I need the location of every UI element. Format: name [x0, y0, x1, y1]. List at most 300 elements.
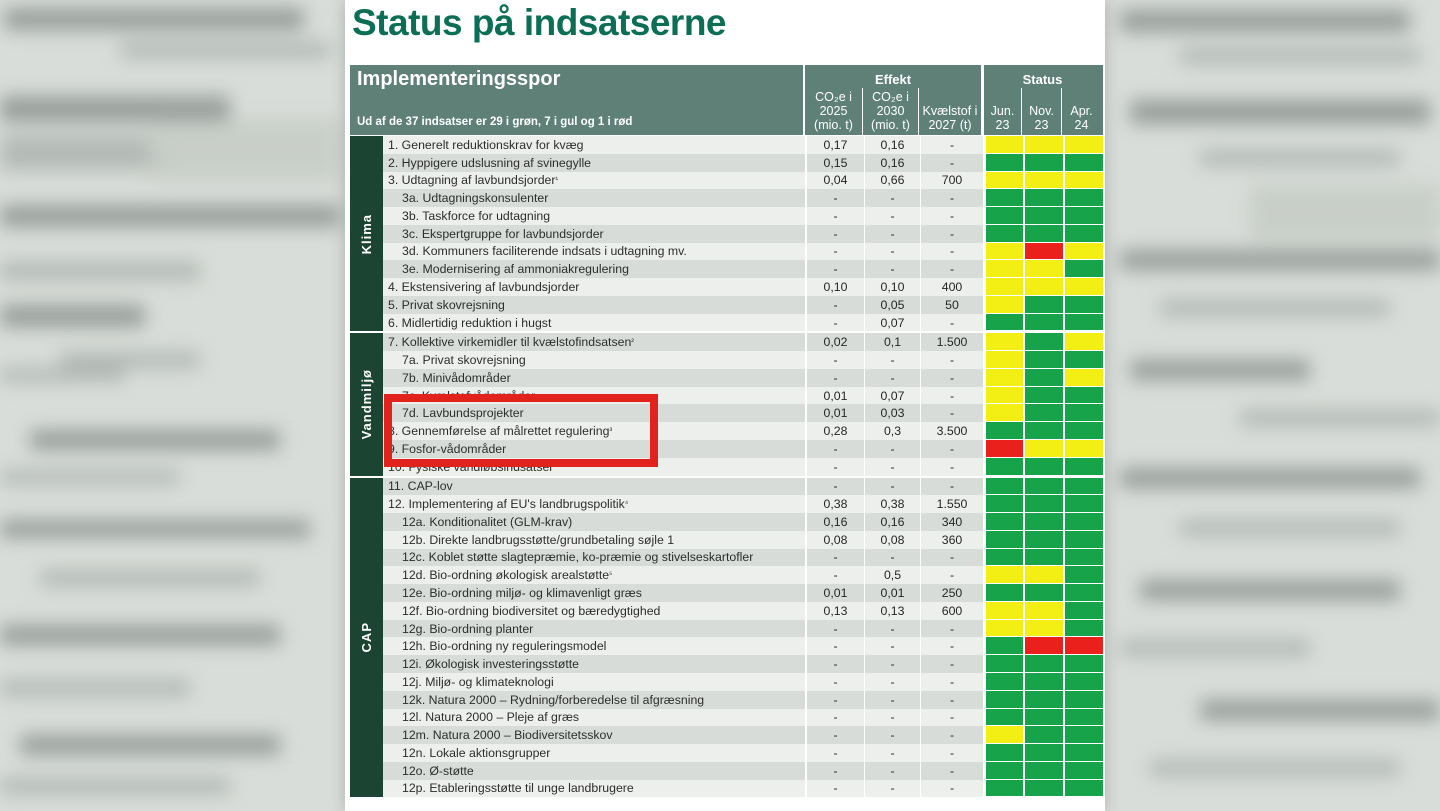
row-label: 12c. Koblet støtte slagtepræmie, ko-præmie og stivelseskartofler — [383, 549, 807, 567]
status-cell-apr-24 — [1063, 136, 1103, 154]
status-cell-nov-23 — [1023, 225, 1063, 243]
table-row — [383, 314, 1103, 332]
status-cell-nov-23 — [1023, 369, 1063, 387]
status-cell-nov-23 — [1023, 637, 1063, 655]
effect-value: - — [833, 297, 838, 312]
status-cell-jun-23 — [983, 584, 1023, 602]
status-cell-jun-23 — [983, 172, 1023, 190]
effect-value: 360 — [920, 531, 983, 549]
effect-value: - — [920, 351, 983, 369]
effect-value: 0,16 — [864, 136, 920, 154]
effect-value: - — [920, 136, 983, 154]
status-cell-apr-24 — [1063, 602, 1103, 620]
status-cell-nov-23 — [1023, 314, 1063, 332]
status-cell-apr-24 — [1063, 422, 1103, 440]
effect-value: 0,04 — [823, 173, 848, 188]
effect-value: 340 — [920, 513, 983, 531]
table-header — [350, 65, 1103, 135]
status-cell-nov-23 — [1023, 422, 1063, 440]
effect-value: - — [920, 762, 983, 780]
table-row — [383, 333, 1103, 351]
status-cell-apr-24 — [1063, 440, 1103, 458]
effect-value: - — [833, 226, 838, 241]
effect-value: 0,10 — [823, 280, 848, 294]
status-cell-jun-23 — [983, 458, 1023, 476]
row-label: 12h. Bio-ordning ny reguleringsmodel — [383, 637, 807, 655]
table-row — [383, 225, 1103, 243]
effect-value: 0,07 — [864, 314, 920, 332]
row-label: 12f. Bio-ordning biodiversitet og bæredygtighed — [383, 602, 807, 620]
status-cell-jun-23 — [983, 744, 1023, 762]
status-cell-jun-23 — [983, 637, 1023, 655]
effect-value: - — [864, 620, 920, 638]
status-cell-jun-23 — [983, 495, 1023, 513]
status-cell-apr-24 — [1063, 404, 1103, 422]
status-cell-jun-23 — [983, 440, 1023, 458]
effect-value: - — [864, 655, 920, 673]
effect-value: - — [833, 639, 838, 654]
table-row — [383, 744, 1103, 762]
status-cell-apr-24 — [1063, 296, 1103, 314]
status-cell-nov-23 — [1023, 762, 1063, 780]
status-cell-nov-23 — [1023, 673, 1063, 691]
table-row — [383, 620, 1103, 638]
status-cell-nov-23 — [1023, 566, 1063, 584]
effect-value: 0,01 — [823, 586, 848, 601]
effect-value: 0,16 — [823, 514, 848, 529]
status-cell-nov-23 — [1023, 513, 1063, 531]
effect-value: - — [864, 744, 920, 762]
table-row — [383, 780, 1103, 798]
effect-value: - — [833, 459, 838, 474]
row-label: 4. Ekstensivering af lavbundsjorder — [383, 278, 807, 296]
column-header-co2e-2030: CO₂e i 2030 (mio. t) — [862, 88, 918, 135]
header-status-group: Status — [981, 65, 1101, 88]
status-cell-nov-23 — [1023, 260, 1063, 278]
column-header-apr-24: Apr. 24 — [1061, 88, 1101, 135]
row-label: 12p. Etableringsstøtte til unge landbrugere — [383, 780, 807, 798]
effect-value: 1.500 — [920, 333, 983, 351]
status-cell-nov-23 — [1023, 243, 1063, 261]
status-cell-nov-23 — [1023, 691, 1063, 709]
row-label: 11. CAP-lov — [383, 478, 807, 496]
effect-value: - — [833, 191, 838, 206]
effect-value: - — [833, 674, 838, 689]
status-cell-apr-24 — [1063, 333, 1103, 351]
table-row — [383, 602, 1103, 620]
effect-value: 0,5 — [864, 566, 920, 584]
row-label: 3d. Kommuners faciliterende indsats i udtagning mv. — [383, 243, 807, 261]
row-label: 1. Generelt reduktionskrav for kvæg — [383, 136, 807, 154]
table-row — [383, 709, 1103, 727]
status-cell-apr-24 — [1063, 549, 1103, 567]
effect-value: - — [833, 550, 838, 565]
effect-value: - — [920, 566, 983, 584]
status-cell-nov-23 — [1023, 278, 1063, 296]
row-label: 12. Implementering af EU's landbrugspolitik ⁴ — [383, 495, 807, 513]
status-cell-nov-23 — [1023, 136, 1063, 154]
status-cell-nov-23 — [1023, 296, 1063, 314]
column-header-co2e-2025: CO₂e i 2025 (mio. t) — [814, 90, 853, 132]
table-row — [383, 369, 1103, 387]
row-label: 12l. Natura 2000 – Pleje af græs — [383, 709, 807, 727]
column-header-jun-23: Jun. 23 — [981, 88, 1021, 135]
content-panel — [345, 0, 1105, 811]
status-cell-apr-24 — [1063, 495, 1103, 513]
effect-value: - — [833, 728, 838, 743]
effect-value: - — [833, 745, 838, 760]
effect-value: - — [864, 440, 920, 458]
table-row — [383, 549, 1103, 567]
table-row — [383, 189, 1103, 207]
table-row — [383, 531, 1103, 549]
effect-value: - — [920, 780, 983, 798]
section-label-text: CAP — [359, 622, 374, 653]
status-cell-jun-23 — [983, 351, 1023, 369]
effect-value: 1.550 — [920, 495, 983, 513]
section-klima — [350, 136, 1103, 331]
table-row — [383, 260, 1103, 278]
status-cell-jun-23 — [983, 531, 1023, 549]
status-cell-nov-23 — [1023, 709, 1063, 727]
effect-value: 600 — [920, 602, 983, 620]
effect-value: 0,10 — [864, 278, 920, 296]
effect-value: - — [864, 673, 920, 691]
effect-value: - — [864, 691, 920, 709]
effect-value: - — [833, 479, 838, 494]
table-row — [383, 566, 1103, 584]
effect-value: 0,01 — [823, 388, 848, 403]
effect-value: - — [833, 244, 838, 259]
row-label: 12k. Natura 2000 – Rydning/forberedelse til afgræsning — [383, 691, 807, 709]
status-cell-apr-24 — [1063, 637, 1103, 655]
effect-value: 0,3 — [864, 422, 920, 440]
status-cell-nov-23 — [1023, 189, 1063, 207]
effect-value: - — [920, 637, 983, 655]
row-label: 3a. Udtagningskonsulenter — [383, 189, 807, 207]
effect-value: 0,01 — [864, 584, 920, 602]
status-cell-apr-24 — [1063, 726, 1103, 744]
status-cell-jun-23 — [983, 189, 1023, 207]
effect-value: - — [920, 314, 983, 332]
effect-value: - — [864, 243, 920, 261]
status-cell-apr-24 — [1063, 762, 1103, 780]
row-label: 12i. Økologisk investeringsstøtte — [383, 655, 807, 673]
effect-value: - — [864, 726, 920, 744]
status-cell-apr-24 — [1063, 314, 1103, 332]
effect-value: 0,28 — [823, 424, 848, 439]
column-header-kvaelstof-2027: Kvælstof i 2027 (t) — [918, 88, 981, 135]
effect-value: - — [864, 351, 920, 369]
table-row — [383, 172, 1103, 190]
row-label: 3. Udtagning af lavbundsjorder ¹ — [383, 172, 807, 190]
status-cell-nov-23 — [1023, 620, 1063, 638]
page-title: Status på indsatserne — [352, 2, 727, 43]
effect-value: - — [920, 243, 983, 261]
row-label: 6. Midlertidig reduktion i hugst — [383, 314, 807, 332]
table-row — [383, 513, 1103, 531]
effect-value: 400 — [920, 278, 983, 296]
effect-value: - — [833, 621, 838, 636]
status-cell-nov-23 — [1023, 744, 1063, 762]
effect-value: - — [833, 568, 838, 583]
status-cell-jun-23 — [983, 513, 1023, 531]
status-cell-apr-24 — [1063, 369, 1103, 387]
status-cell-nov-23 — [1023, 154, 1063, 172]
effect-value: - — [833, 441, 838, 456]
row-label: 7. Kollektive virkemidler til kvælstofindsatsen ² — [383, 333, 807, 351]
effect-value: - — [920, 549, 983, 567]
status-cell-apr-24 — [1063, 478, 1103, 496]
status-cell-nov-23 — [1023, 207, 1063, 225]
status-cell-jun-23 — [983, 673, 1023, 691]
effect-value: - — [920, 387, 983, 405]
status-cell-apr-24 — [1063, 709, 1103, 727]
table-row — [383, 726, 1103, 744]
status-cell-apr-24 — [1063, 584, 1103, 602]
status-cell-jun-23 — [983, 566, 1023, 584]
effect-value: 0,02 — [823, 335, 848, 350]
status-cell-nov-23 — [1023, 440, 1063, 458]
header-effekt-group: Effekt — [874, 72, 912, 87]
status-cell-jun-23 — [983, 207, 1023, 225]
status-cell-apr-24 — [1063, 566, 1103, 584]
effect-value: - — [920, 709, 983, 727]
header-left-cell — [350, 65, 805, 135]
status-cell-nov-23 — [1023, 478, 1063, 496]
effect-value: 250 — [920, 584, 983, 602]
effect-value: - — [920, 189, 983, 207]
status-cell-nov-23 — [1023, 404, 1063, 422]
status-cell-jun-23 — [983, 387, 1023, 405]
row-label: 12d. Bio-ordning økologisk arealstøtte ⁵ — [383, 566, 807, 584]
table-row — [383, 207, 1103, 225]
header-title: Implementeringsspor — [357, 68, 561, 90]
status-cell-apr-24 — [1063, 207, 1103, 225]
effect-value: 0,15 — [823, 155, 848, 170]
effect-value: - — [833, 208, 838, 223]
effect-value: - — [833, 763, 838, 778]
status-cell-apr-24 — [1063, 225, 1103, 243]
status-cell-apr-24 — [1063, 172, 1103, 190]
status-cell-jun-23 — [983, 691, 1023, 709]
row-label: 7d. Lavbundsprojekter — [383, 404, 807, 422]
table-row — [383, 243, 1103, 261]
status-cell-jun-23 — [983, 243, 1023, 261]
row-label: 7c. Kvælstofvådområder — [383, 387, 807, 405]
section-label-cap — [350, 478, 383, 798]
effect-value: - — [920, 726, 983, 744]
status-cell-apr-24 — [1063, 260, 1103, 278]
effect-value: - — [864, 369, 920, 387]
section-label-text: Vandmiljø — [359, 369, 374, 440]
row-label: 10. Fysiske vandløbsindsatser — [383, 458, 807, 476]
row-label: 9. Fosfor-vådområder — [383, 440, 807, 458]
effect-value: - — [864, 260, 920, 278]
table-row — [383, 278, 1103, 296]
status-cell-apr-24 — [1063, 278, 1103, 296]
effect-value: - — [833, 262, 838, 277]
status-cell-jun-23 — [983, 620, 1023, 638]
status-cell-jun-23 — [983, 709, 1023, 727]
status-cell-apr-24 — [1063, 655, 1103, 673]
effect-value: - — [864, 780, 920, 798]
table-row — [383, 762, 1103, 780]
status-cell-apr-24 — [1063, 513, 1103, 531]
effect-value: - — [864, 549, 920, 567]
effect-value: 0,13 — [864, 602, 920, 620]
status-cell-nov-23 — [1023, 549, 1063, 567]
effect-value: 0,38 — [864, 495, 920, 513]
effect-value: - — [920, 369, 983, 387]
effect-value: 0,38 — [823, 497, 848, 512]
effect-value: 0,08 — [823, 532, 848, 547]
effect-value: - — [833, 710, 838, 725]
status-cell-jun-23 — [983, 549, 1023, 567]
effect-value: - — [920, 260, 983, 278]
effect-value: - — [864, 225, 920, 243]
row-label: 12g. Bio-ordning planter — [383, 620, 807, 638]
effect-value: - — [833, 353, 838, 368]
status-cell-jun-23 — [983, 333, 1023, 351]
status-cell-apr-24 — [1063, 189, 1103, 207]
effect-value: 700 — [920, 172, 983, 190]
effect-value: - — [920, 458, 983, 476]
effect-value: - — [920, 655, 983, 673]
effect-value: - — [864, 189, 920, 207]
status-cell-nov-23 — [1023, 387, 1063, 405]
effect-value: - — [920, 207, 983, 225]
table-row — [383, 691, 1103, 709]
effect-value: - — [833, 315, 838, 330]
row-label: 12j. Miljø- og klimateknologi — [383, 673, 807, 691]
column-header-nov-23: Nov. 23 — [1021, 88, 1061, 135]
effect-value: 0,07 — [864, 387, 920, 405]
effect-value: - — [920, 744, 983, 762]
effect-value: - — [920, 404, 983, 422]
table-row — [383, 655, 1103, 673]
status-cell-jun-23 — [983, 404, 1023, 422]
status-cell-jun-23 — [983, 780, 1023, 798]
effect-value: 0,03 — [864, 404, 920, 422]
effect-value: - — [864, 709, 920, 727]
status-cell-jun-23 — [983, 314, 1023, 332]
effect-value: - — [920, 478, 983, 496]
effect-value: 3.500 — [920, 422, 983, 440]
status-cell-apr-24 — [1063, 154, 1103, 172]
effect-value: - — [864, 637, 920, 655]
effect-value: - — [920, 154, 983, 172]
status-cell-jun-23 — [983, 602, 1023, 620]
effect-value: 0,66 — [864, 172, 920, 190]
status-cell-nov-23 — [1023, 780, 1063, 798]
status-cell-jun-23 — [983, 478, 1023, 496]
effect-value: - — [920, 440, 983, 458]
effect-value: 50 — [920, 296, 983, 314]
row-label: 12o. Ø-støtte — [383, 762, 807, 780]
status-cell-jun-23 — [983, 296, 1023, 314]
table-row — [383, 351, 1103, 369]
effect-value: 0,16 — [864, 513, 920, 531]
effect-value: 0,01 — [823, 406, 848, 421]
status-cell-apr-24 — [1063, 387, 1103, 405]
status-cell-apr-24 — [1063, 620, 1103, 638]
effect-value: - — [833, 370, 838, 385]
effect-value: - — [864, 458, 920, 476]
status-cell-apr-24 — [1063, 744, 1103, 762]
row-label: 12n. Lokale aktionsgrupper — [383, 744, 807, 762]
status-cell-nov-23 — [1023, 351, 1063, 369]
row-label: 12e. Bio-ordning miljø- og klimavenligt græs — [383, 584, 807, 602]
effect-value: - — [833, 692, 838, 707]
status-cell-nov-23 — [1023, 655, 1063, 673]
status-cell-nov-23 — [1023, 726, 1063, 744]
table-row — [383, 478, 1103, 496]
status-cell-jun-23 — [983, 136, 1023, 154]
status-cell-apr-24 — [1063, 691, 1103, 709]
table-row — [383, 637, 1103, 655]
header-subtitle: Ud af de 37 indsatser er 29 i grøn, 7 i gul og 1 i rød — [357, 116, 633, 128]
status-cell-jun-23 — [983, 260, 1023, 278]
table-row — [383, 296, 1103, 314]
row-label: 8. Gennemførelse af målrettet regulering ³ — [383, 422, 807, 440]
row-label: 12a. Konditionalitet (GLM-krav) — [383, 513, 807, 531]
effect-value: 0,08 — [864, 531, 920, 549]
highlight-box — [384, 394, 658, 467]
status-cell-apr-24 — [1063, 673, 1103, 691]
status-cell-nov-23 — [1023, 172, 1063, 190]
status-cell-nov-23 — [1023, 584, 1063, 602]
effect-value: - — [833, 781, 838, 796]
table-row — [383, 495, 1103, 513]
status-cell-jun-23 — [983, 762, 1023, 780]
table-row — [383, 584, 1103, 602]
status-cell-apr-24 — [1063, 458, 1103, 476]
table-row — [383, 136, 1103, 154]
status-cell-jun-23 — [983, 655, 1023, 673]
table-row — [383, 154, 1103, 172]
section-label-klima — [350, 136, 383, 331]
row-label: 12b. Direkte landbrugsstøtte/grundbetaling søjle 1 — [383, 531, 807, 549]
effect-value: - — [920, 620, 983, 638]
section-cap — [350, 478, 1103, 798]
effect-value: 0,13 — [823, 603, 848, 618]
row-label: 12m. Natura 2000 – Biodiversitetsskov — [383, 726, 807, 744]
row-label: 7b. Minivådområder — [383, 369, 807, 387]
table-row — [383, 673, 1103, 691]
effect-value: - — [833, 657, 838, 672]
section-label-vandmiljø — [350, 333, 383, 475]
effect-value: - — [920, 673, 983, 691]
row-label: 2. Hyppigere udslusning af svinegylle — [383, 154, 807, 172]
status-cell-jun-23 — [983, 369, 1023, 387]
status-cell-nov-23 — [1023, 531, 1063, 549]
effect-value: 0,16 — [864, 154, 920, 172]
effect-value: 0,1 — [864, 333, 920, 351]
status-cell-jun-23 — [983, 726, 1023, 744]
row-label: 3e. Modernisering af ammoniakregulering — [383, 260, 807, 278]
effect-value: 0,05 — [864, 296, 920, 314]
status-cell-nov-23 — [1023, 458, 1063, 476]
status-cell-jun-23 — [983, 278, 1023, 296]
effect-value: 0,17 — [823, 137, 848, 152]
status-cell-apr-24 — [1063, 780, 1103, 798]
status-cell-apr-24 — [1063, 243, 1103, 261]
status-cell-jun-23 — [983, 154, 1023, 172]
effect-value: - — [920, 225, 983, 243]
effect-value: - — [864, 478, 920, 496]
effect-value: - — [920, 691, 983, 709]
